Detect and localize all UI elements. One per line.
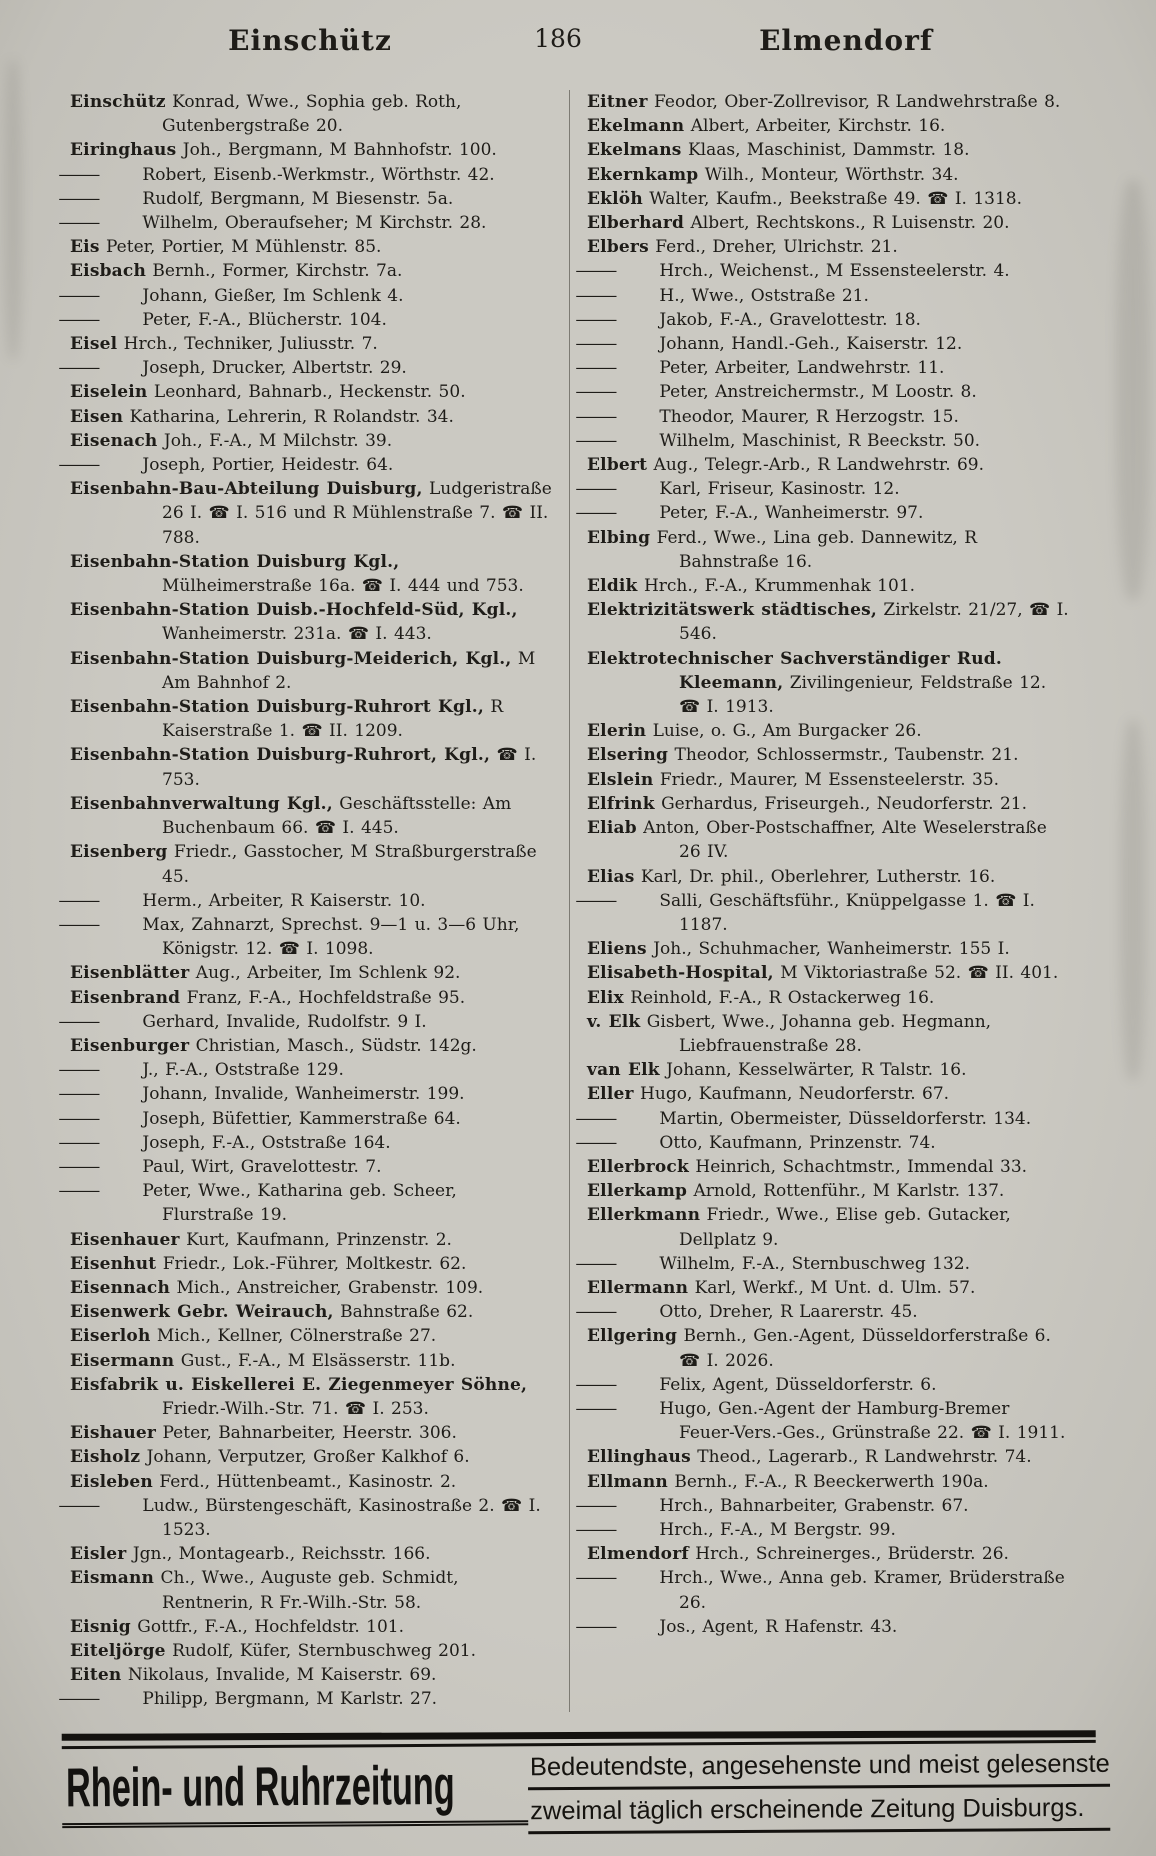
column-left (57, 90, 552, 1712)
ad-rule-top (62, 1730, 1096, 1741)
directory-entry: Eisenbahn-Station Duisburg-Ruhrort, Kgl., ☎ I. 753. (70, 745, 537, 790)
directory-entry: Eisen Katharina, Lehrerin, R Rolandstr. 34. (70, 406, 454, 427)
ditto-dash: — (574, 503, 619, 524)
directory-entry: — Hrch., Weichenst., M Essensteelerstr. 4. (587, 259, 1069, 283)
directory-entry: — Ludw., Bürstengeschäft, Kasinostraße 2. ☎ I. 1523. (57, 1495, 541, 1540)
directory-entry: Eldik Hrch., F.-A., Krummenhak 101. (587, 576, 916, 597)
directory-entry: — H., Wwe., Oststraße 21. (587, 284, 1069, 308)
directory-entry: — Peter, F.-A., Blücherstr. 104. (70, 308, 552, 332)
entry-surname: Eiserloh (70, 1326, 151, 1347)
entry-surname: Eisenberg (70, 842, 168, 863)
entry-surname: Eiselein (70, 382, 148, 403)
directory-entry: Elisabeth-Hospital, M Viktoriastraße 52. ☎ II. 401. (587, 963, 1059, 984)
directory-entry: Elix Reinhold, F.-A., R Ostackerweg 16. (587, 987, 935, 1008)
directory-entry: — Hrch., Bahnarbeiter, Grabenstr. 67. (587, 1494, 1069, 1518)
directory-entry: Eisenbahn-Station Duisburg Kgl., Mülheimerstraße 16a. ☎ I. 444 und 753. (70, 551, 524, 597)
directory-entry: Eiselein Leonhard, Bahnarb., Heckenstr. 50. (70, 382, 466, 403)
directory-entry: Elerin Luise, o. G., Am Burgacker 26. (587, 721, 922, 742)
directory-entry: Eisenbahn-Bau-Abteilung Duisburg, Ludgeristraße 26 I. ☎ I. 516 und R Mühlenstraße 7. ☎ II. 788. (70, 479, 552, 548)
ditto-dash: — (574, 890, 619, 911)
entry-surname: Eisenbahn-Station Duisb.-Hochfeld-Süd, Kgl., (70, 600, 518, 621)
entry-surname: Ellerkamp (587, 1181, 688, 1202)
directory-entry: Eisenbahnverwaltung Kgl., Geschäftsstelle: Am Buchenbaum 66. ☎ I. 445. (70, 793, 512, 839)
newspaper-advertisement (62, 1729, 1110, 1837)
ditto-dash: — (574, 479, 619, 500)
entry-surname: Eklöh (587, 188, 643, 209)
ditto-dash: — (574, 1253, 619, 1274)
entry-surname: Eis (70, 237, 100, 258)
entry-surname: Eliab (587, 818, 637, 839)
entry-surname: Eisenhut (70, 1253, 157, 1274)
directory-entry: Eitner Feodor, Ober-Zollrevisor, R Landwehrstraße 8. (587, 92, 1061, 112)
directory-entry: Eisenbahn-Station Duisburg-Meiderich, Kgl., M Am Bahnhof 2. (70, 648, 536, 693)
ad-slogan-line1: Bedeutendste, angesehenste und meist gelesenste (528, 1749, 1110, 1791)
entry-surname: Ekernkamp (587, 164, 699, 185)
ad-slogan (528, 1749, 1110, 1835)
ad-brand-logo: Rhein- und Ruhrzeitung (65, 1755, 455, 1819)
directory-entry: Einschütz Konrad, Wwe., Sophia geb. Roth, Gutenbergstraße 20. (70, 92, 462, 137)
directory-entry: Eisleben Ferd., Hüttenbeamt., Kasinostr. 2. (70, 1471, 457, 1492)
directory-entry: Elbert Aug., Telegr.-Arb., R Landwehrstr. 69. (587, 455, 985, 476)
ditto-dash: — (57, 455, 102, 476)
directory-entry: — Karl, Friseur, Kasinostr. 12. (587, 477, 1069, 501)
directory-entry: — Max, Zahnarzt, Sprechst. 9—1 u. 3—6 Uhr, Königstr. 12. ☎ I. 1098. (57, 914, 520, 960)
directory-entry: Elfrink Gerhardus, Friseurgeh., Neudorferstr. 21. (587, 793, 1028, 814)
directory-entry: — Joseph, Portier, Heidestr. 64. (70, 453, 552, 477)
entry-surname: Einschütz (70, 92, 166, 112)
entry-surname: Eisbach (70, 261, 146, 282)
ditto-dash: — (57, 188, 102, 209)
entry-surname: Eisenwerk Gebr. Weirauch, (70, 1302, 334, 1323)
directory-entry: — Rudolf, Bergmann, M Biesenstr. 5a. (70, 187, 552, 211)
directory-entry: Elslein Friedr., Maurer, M Essensteelerstr. 35. (587, 769, 1000, 790)
ditto-dash: — (574, 406, 619, 427)
directory-entry: — Joseph, Drucker, Albertstr. 29. (70, 356, 552, 380)
entry-surname: Eisfabrik u. Eiskellerei E. Ziegenmeyer Söhne, (70, 1374, 528, 1395)
ditto-dash: — (57, 358, 102, 379)
entry-surname: Elberhard (587, 213, 685, 234)
ditto-dash: — (574, 430, 619, 451)
directory-entry: — Peter, Anstreichermstr., M Loostr. 8. (587, 380, 1069, 404)
entry-surname: Eiteljörge (70, 1641, 166, 1661)
directory-entry: Eisfabrik u. Eiskellerei E. Ziegenmeyer Söhne, Friedr.-Wilh.-Str. 71. ☎ I. 253. (70, 1374, 528, 1419)
entry-surname: Eisenburger (70, 1035, 190, 1056)
directory-entry: Elbing Ferd., Wwe., Lina geb. Dannewitz, R Bahnstraße 16. (587, 527, 978, 572)
directory-entry: — Jakob, F.-A., Gravelottestr. 18. (587, 308, 1069, 332)
directory-entry: — Wilhelm, Oberaufseher; M Kirchstr. 28. (70, 211, 552, 235)
directory-entry: Eklöh Walter, Kaufm., Beekstraße 49. ☎ I. 1318. (587, 188, 1023, 209)
entry-surname: Eisenbahn-Bau-Abteilung Duisburg, (70, 479, 423, 500)
directory-entry: — Philipp, Bergmann, M Karlstr. 27. (70, 1687, 552, 1711)
scan-artifact (1116, 180, 1150, 600)
directory-entry: Ellinghaus Theod., Lagerarb., R Landwehrstr. 74. (587, 1447, 1032, 1468)
ad-rule-second (62, 1740, 1096, 1749)
ditto-dash: — (574, 1132, 619, 1153)
entry-surname: Eismann (70, 1568, 155, 1589)
entry-surname: Eller (587, 1084, 634, 1105)
entry-surname: Elbert (587, 455, 648, 476)
directory-entry: Eisenburger Christian, Masch., Südstr. 142g. (70, 1035, 477, 1056)
directory-entry: van Elk Johann, Kesselwärter, R Talstr. 16. (587, 1060, 967, 1081)
entry-surname: Eisenbahn-Station Duisburg-Meiderich, Kgl., (70, 648, 512, 669)
ditto-dash: — (574, 382, 619, 403)
directory-entry: Ellmann Bernh., F.-A., R Beeckerwerth 190a. (587, 1471, 989, 1492)
directory-entry: v. Elk Gisbert, Wwe., Johanna geb. Hegmann, Liebfrauenstraße 28. (587, 1011, 992, 1056)
ditto-dash: — (574, 1495, 619, 1516)
directory-entry: Eisennach Mich., Anstreicher, Grabenstr. 109. (70, 1277, 484, 1298)
directory-entry: Eisenbahn-Station Duisb.-Hochfeld-Süd, Kgl., Wanheimerstr. 231a. ☎ I. 443. (70, 600, 518, 645)
ditto-dash: — (57, 1060, 102, 1081)
scan-artifact (4, 60, 22, 360)
entry-surname: Elektrotechnischer Sachverständiger Rud. Kleemann, (587, 648, 1002, 693)
entry-surname: van Elk (587, 1060, 660, 1081)
directory-entry: Eismann Ch., Wwe., Auguste geb. Schmidt, Rentnerin, R Fr.-Wilh.-Str. 58. (70, 1568, 459, 1613)
entry-surname: Elsering (587, 745, 669, 766)
page-number: 186 (534, 24, 582, 53)
ditto-dash: — (574, 1108, 619, 1129)
directory-entry: Eisermann Gust., F.-A., M Elsässerstr. 11b. (70, 1350, 456, 1371)
directory-entry: Ellgering Bernh., Gen.-Agent, Düsseldorferstraße 6. ☎ I. 2026. (587, 1326, 1051, 1371)
ditto-dash: — (574, 285, 619, 306)
ditto-dash: — (574, 309, 619, 330)
ditto-dash: — (57, 1108, 102, 1129)
directory-entry: — Joseph, F.-A., Oststraße 164. (70, 1131, 552, 1155)
entry-surname: Eisenbahn-Station Duisburg-Ruhrort Kgl., (70, 697, 485, 718)
entry-surname: Eisenbahnverwaltung Kgl., (70, 793, 333, 814)
ad-body (62, 1749, 1110, 1837)
directory-entry: Eisel Hrch., Techniker, Juliusstr. 7. (70, 334, 378, 355)
ditto-dash: — (57, 1689, 102, 1710)
page-header (0, 0, 1156, 84)
directory-entry: — Peter, F.-A., Wanheimerstr. 97. (587, 501, 1069, 525)
entry-surname: Eisennach (70, 1277, 171, 1298)
ditto-dash: — (574, 334, 619, 355)
directory-entry: Ellerkmann Friedr., Wwe., Elise geb. Gutacker, Dellplatz 9. (587, 1205, 1011, 1250)
entry-surname: Elfrink (587, 793, 655, 814)
entry-surname: Elektrizitätswerk städtisches, (587, 600, 878, 621)
entry-surname: Eisenbahn-Station Duisburg-Ruhrort, Kgl., (70, 745, 491, 766)
directory-entry: — Hugo, Gen.-Agent der Hamburg-Bremer Feuer-Vers.-Ges., Grünstraße 22. ☎ I. 1911. (574, 1398, 1066, 1444)
directory-entry: Eiteljörge Rudolf, Küfer, Sternbuschweg 201. (70, 1641, 476, 1661)
directory-entry: Eishauer Peter, Bahnarbeiter, Heerstr. 306. (70, 1423, 457, 1444)
ditto-dash: — (574, 1374, 619, 1395)
ditto-dash: — (574, 1398, 619, 1419)
ditto-dash: — (57, 1132, 102, 1153)
entry-surname: Ekelmann (587, 116, 685, 137)
directory-entry: Eller Hugo, Kaufmann, Neudorferstr. 67. (587, 1084, 950, 1105)
entry-columns (0, 84, 1156, 1712)
directory-entry: Eliens Joh., Schuhmacher, Wanheimerstr. 155 I. (587, 939, 1010, 960)
directory-entry: Ekernkamp Wilh., Monteur, Wörthstr. 34. (587, 164, 959, 185)
ditto-dash: — (57, 890, 102, 911)
directory-entry: Eisenblätter Aug., Arbeiter, Im Schlenk 92. (70, 963, 461, 984)
running-head-right: Elmendorf (759, 24, 933, 57)
entry-surname: v. Elk (587, 1011, 641, 1032)
entry-surname: Eldik (587, 576, 638, 597)
directory-entry: Eisenbahn-Station Duisburg-Ruhrort Kgl., R Kaiserstraße 1. ☎ II. 1209. (70, 697, 504, 742)
entry-surname: Ekelmans (587, 140, 682, 161)
directory-entry: Eliab Anton, Ober-Postschaffner, Alte Weselerstraße 26 IV. (587, 818, 1047, 863)
directory-entry: Eisholz Johann, Verputzer, Großer Kalkhof 6. (70, 1447, 470, 1468)
directory-entry: Eisenhut Friedr., Lok.-Führer, Moltkestr. 62. (70, 1253, 467, 1274)
ditto-dash: — (57, 285, 102, 306)
directory-entry: Eiten Nikolaus, Invalide, M Kaiserstr. 69. (70, 1665, 437, 1686)
entry-surname: Elix (587, 987, 624, 1008)
directory-entry: — Gerhard, Invalide, Rudolfstr. 9 I. (70, 1010, 552, 1034)
entry-surname: Ellerbrock (587, 1156, 689, 1177)
directory-entry: — Wilhelm, F.-A., Sternbuschweg 132. (587, 1252, 1069, 1276)
entry-surname: Elbers (587, 237, 649, 258)
directory-entry: — Hrch., Wwe., Anna geb. Kramer, Brüderstraße 26. (574, 1568, 1065, 1613)
entry-surname: Ellinghaus (587, 1447, 691, 1468)
ditto-dash: — (57, 309, 102, 330)
directory-entry: — Salli, Geschäftsführ., Knüppelgasse 1. ☎ I. 1187. (574, 890, 1035, 935)
entry-surname: Eiten (70, 1665, 122, 1686)
entry-surname: Eiringhaus (70, 140, 177, 161)
entry-surname: Eisermann (70, 1350, 175, 1371)
directory-entry: — Otto, Dreher, R Laarerstr. 45. (587, 1300, 1069, 1324)
entry-surname: Elias (587, 866, 635, 887)
directory-entry: — Hrch., F.-A., M Bergstr. 99. (587, 1518, 1069, 1542)
directory-entry: Elektrizitätswerk städtisches, Zirkelstr. 21/27, ☎ I. 546. (587, 600, 1069, 645)
directory-entry: — Otto, Kaufmann, Prinzenstr. 74. (587, 1131, 1069, 1155)
directory-entry: Eisenbrand Franz, F.-A., Hochfeldstraße 95. (70, 987, 466, 1008)
directory-entry: — Jos., Agent, R Hafenstr. 43. (587, 1615, 1069, 1639)
entry-surname: Ellerkmann (587, 1205, 701, 1226)
directory-entry: Elektrotechnischer Sachverständiger Rud. Kleemann, Zivilingenieur, Feldstraße 12. ☎ I. 1913. (587, 648, 1047, 718)
entry-surname: Eisholz (70, 1447, 141, 1468)
directory-entry: — Johann, Handl.-Geh., Kaiserstr. 12. (587, 332, 1069, 356)
entry-surname: Elerin (587, 721, 647, 742)
directory-entry: Eisenwerk Gebr. Weirauch, Bahnstraße 62. (70, 1302, 474, 1323)
ditto-dash: — (57, 213, 102, 234)
entry-surname: Eliens (587, 939, 647, 960)
directory-entry: Ekelmann Albert, Arbeiter, Kirchstr. 16. (587, 116, 946, 137)
column-right (569, 90, 1069, 1712)
scan-artifact (1120, 720, 1146, 1080)
directory-entry: — Joseph, Büfettier, Kammerstraße 64. (70, 1107, 552, 1131)
directory-entry: — Theodor, Maurer, R Herzogstr. 15. (587, 405, 1069, 429)
entry-surname: Eisenhauer (70, 1229, 180, 1250)
entry-surname: Elslein (587, 769, 654, 790)
ditto-dash: — (574, 261, 619, 282)
directory-entry: — Johann, Invalide, Wanheimerstr. 199. (70, 1082, 552, 1106)
directory-entry: Eiringhaus Joh., Bergmann, M Bahnhofstr. 100. (70, 140, 497, 161)
ditto-dash: — (57, 914, 102, 935)
directory-entry: — Felix, Agent, Düsseldorferstr. 6. (587, 1373, 1069, 1397)
directory-entry: Eis Peter, Portier, M Mühlenstr. 85. (70, 237, 382, 258)
directory-entry: Elsering Theodor, Schlossermstr., Taubenstr. 21. (587, 745, 1019, 766)
entry-surname: Eisenbrand (70, 987, 181, 1008)
entry-surname: Eisenach (70, 430, 158, 451)
entry-surname: Eisenbahn-Station Duisburg Kgl., (70, 551, 400, 572)
directory-entry: Ellerkamp Arnold, Rottenführ., M Karlstr. 137. (587, 1181, 1005, 1202)
directory-entry: Eisenach Joh., F.-A., M Milchstr. 39. (70, 430, 393, 451)
ditto-dash: — (574, 1616, 619, 1637)
directory-entry: Elias Karl, Dr. phil., Oberlehrer, Lutherstr. 16. (587, 866, 996, 887)
entry-surname: Eisleben (70, 1471, 153, 1492)
entry-surname: Eisenblätter (70, 963, 190, 984)
running-head-left: Einschütz (228, 24, 392, 57)
entry-surname: Eishauer (70, 1423, 157, 1444)
entry-surname: Eisen (70, 406, 124, 427)
directory-entry: — Wilhelm, Maschinist, R Beeckstr. 50. (587, 429, 1069, 453)
directory-entry: — J., F.-A., Oststraße 129. (70, 1058, 552, 1082)
directory-entry: — Johann, Gießer, Im Schlenk 4. (70, 284, 552, 308)
entry-surname: Elisabeth-Hospital, (587, 963, 774, 984)
entry-surname: Ellermann (587, 1277, 689, 1298)
entry-surname: Eisnig (70, 1616, 131, 1637)
directory-entry: Eisler Jgn., Montagearb., Reichsstr. 166. (70, 1544, 431, 1565)
directory-entry: Eisenhauer Kurt, Kaufmann, Prinzenstr. 2. (70, 1229, 452, 1250)
directory-entry: — Peter, Arbeiter, Landwehrstr. 11. (587, 356, 1069, 380)
ditto-dash: — (57, 1495, 102, 1516)
directory-entry: Eisenberg Friedr., Gasstocher, M Straßburgerstraße 45. (70, 842, 537, 887)
ad-slogan-line2: zweimal täglich erscheinende Zeitung Duisburgs. (528, 1787, 1110, 1835)
ditto-dash: — (574, 1568, 619, 1589)
directory-entry: Elmendorf Hrch., Schreinerges., Brüderstr. 26. (587, 1544, 1009, 1565)
directory-entry: Ellerbrock Heinrich, Schachtmstr., Immendal 33. (587, 1156, 1028, 1177)
directory-entry: — Robert, Eisenb.-Werkmstr., Wörthstr. 42. (70, 163, 552, 187)
directory-entry: — Martin, Obermeister, Düsseldorferstr. 134. (587, 1107, 1069, 1131)
directory-entry: Elberhard Albert, Rechtskons., R Luisenstr. 20. (587, 213, 1010, 234)
directory-entry: — Herm., Arbeiter, R Kaiserstr. 10. (70, 889, 552, 913)
directory-entry: Ekelmans Klaas, Maschinist, Dammstr. 18. (587, 140, 970, 161)
ditto-dash: — (57, 1011, 102, 1032)
ditto-dash: — (57, 1084, 102, 1105)
ditto-dash: — (57, 164, 102, 185)
entry-surname: Ellmann (587, 1471, 668, 1492)
entry-surname: Elmendorf (587, 1544, 689, 1565)
ditto-dash: — (57, 1181, 102, 1202)
entry-surname: Eisler (70, 1544, 127, 1565)
directory-entry: Elbers Ferd., Dreher, Ulrichstr. 21. (587, 237, 898, 258)
entry-surname: Eisel (70, 334, 118, 355)
ditto-dash: — (574, 358, 619, 379)
entry-surname: Elbing (587, 527, 651, 548)
ad-brand-block (62, 1752, 528, 1828)
directory-entry: Eiserloh Mich., Kellner, Cölnerstraße 27. (70, 1326, 437, 1347)
ditto-dash: — (574, 1302, 619, 1323)
directory-entry: Eisbach Bernh., Former, Kirchstr. 7a. (70, 261, 403, 282)
directory-entry: Eisnig Gottfr., F.-A., Hochfeldstr. 101. (70, 1616, 405, 1637)
ditto-dash: — (574, 1519, 619, 1540)
directory-entry: — Peter, Wwe., Katharina geb. Scheer, Flurstraße 19. (57, 1181, 457, 1226)
ditto-dash: — (57, 1156, 102, 1177)
directory-entry: Ellermann Karl, Werkf., M Unt. d. Ulm. 57. (587, 1277, 976, 1298)
entry-surname: Eitner (587, 92, 648, 112)
directory-entry: — Paul, Wirt, Gravelottestr. 7. (70, 1155, 552, 1179)
entry-surname: Ellgering (587, 1326, 678, 1347)
